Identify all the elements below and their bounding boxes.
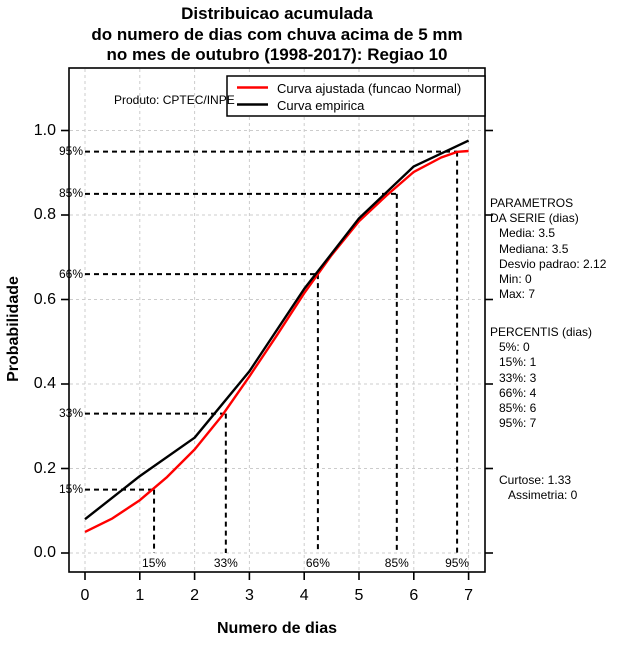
y-tick-label-0.6: 0.6 bbox=[33, 290, 56, 308]
parameters-header-line1: PARAMETROS bbox=[490, 196, 574, 210]
product-label: Produto: CPTEC/INPE bbox=[114, 93, 235, 107]
moments-panel bbox=[499, 473, 577, 503]
percentil-15: 15%: 1 bbox=[499, 355, 537, 370]
curve-empirical bbox=[85, 141, 469, 520]
curtose-value: Curtose: 1.33 bbox=[499, 473, 572, 487]
parameters-header-line2: DA SERIE (dias) bbox=[490, 211, 579, 226]
percentil-95: 95%: 7 bbox=[499, 416, 537, 431]
x-tick-label-1: 1 bbox=[135, 587, 145, 604]
percentis-header: PERCENTIS (dias) bbox=[490, 325, 593, 339]
y-axis-label: Probabilidade bbox=[5, 276, 22, 382]
percentile-bottom-label-33%: 33% bbox=[213, 556, 238, 570]
param-desvio: Desvio padrao: 2.12 bbox=[499, 256, 607, 271]
x-tick-label-2: 2 bbox=[190, 587, 200, 604]
percentil-85: 85%: 6 bbox=[499, 401, 537, 416]
y-tick-label-0.0: 0.0 bbox=[33, 544, 56, 561]
percentile-left-label-85%: 85% bbox=[58, 186, 83, 201]
percentil-33: 33%: 3 bbox=[499, 370, 537, 385]
chart-title-line2: do numero de dias com chuva acima de 5 mm bbox=[91, 24, 463, 44]
percentile-left-label-15%: 15% bbox=[58, 482, 83, 497]
legend-label-empirical: Curva empirica bbox=[277, 98, 365, 113]
x-axis-label: Numero de dias bbox=[216, 620, 338, 637]
param-max: Max: 7 bbox=[499, 287, 536, 302]
param-mediana: Mediana: 3.5 bbox=[499, 241, 569, 256]
y-tick-label-0.2: 0.2 bbox=[33, 459, 56, 477]
chart-layer bbox=[61, 68, 493, 580]
chart-title-line3: no mes de outubro (1998-2017): Regiao 10 bbox=[106, 45, 448, 64]
percentile-left-label-95%: 95% bbox=[58, 144, 83, 159]
chart-title bbox=[69, 4, 485, 66]
x-tick-label-5: 5 bbox=[354, 587, 364, 604]
y-tick-label-1.0: 1.0 bbox=[33, 121, 56, 139]
param-media: Media: 3.5 bbox=[499, 226, 556, 241]
x-tick-label-7: 7 bbox=[464, 587, 474, 604]
percentile-bottom-label-66%: 66% bbox=[305, 556, 330, 570]
parameters-panel bbox=[490, 196, 606, 302]
percentis-panel bbox=[490, 325, 592, 431]
legend-label-fitted: Curva ajustada (funcao Normal) bbox=[277, 81, 462, 96]
x-tick-label-3: 3 bbox=[244, 587, 254, 604]
percentile-left-label-33%: 33% bbox=[58, 406, 83, 421]
chart-title-line1: Distribuicao acumulada bbox=[181, 4, 373, 23]
percentile-left-label-66%: 66% bbox=[58, 266, 83, 281]
percentile-bottom-label-95%: 95% bbox=[445, 556, 470, 570]
x-tick-label-4: 4 bbox=[299, 587, 309, 604]
percentil-66: 66%: 4 bbox=[499, 385, 537, 400]
plot-frame bbox=[69, 68, 485, 572]
y-tick-label-0.8: 0.8 bbox=[33, 206, 56, 223]
assimetria-value: Assimetria: 0 bbox=[508, 488, 578, 503]
percentile-bottom-label-15%: 15% bbox=[142, 556, 167, 570]
x-tick-label-6: 6 bbox=[409, 587, 419, 604]
x-tick-label-0: 0 bbox=[80, 587, 90, 604]
percentile-bottom-label-85%: 85% bbox=[384, 556, 409, 570]
percentil-5: 5%: 0 bbox=[499, 340, 530, 355]
param-min: Min: 0 bbox=[499, 272, 532, 287]
y-tick-label-0.4: 0.4 bbox=[33, 375, 56, 392]
